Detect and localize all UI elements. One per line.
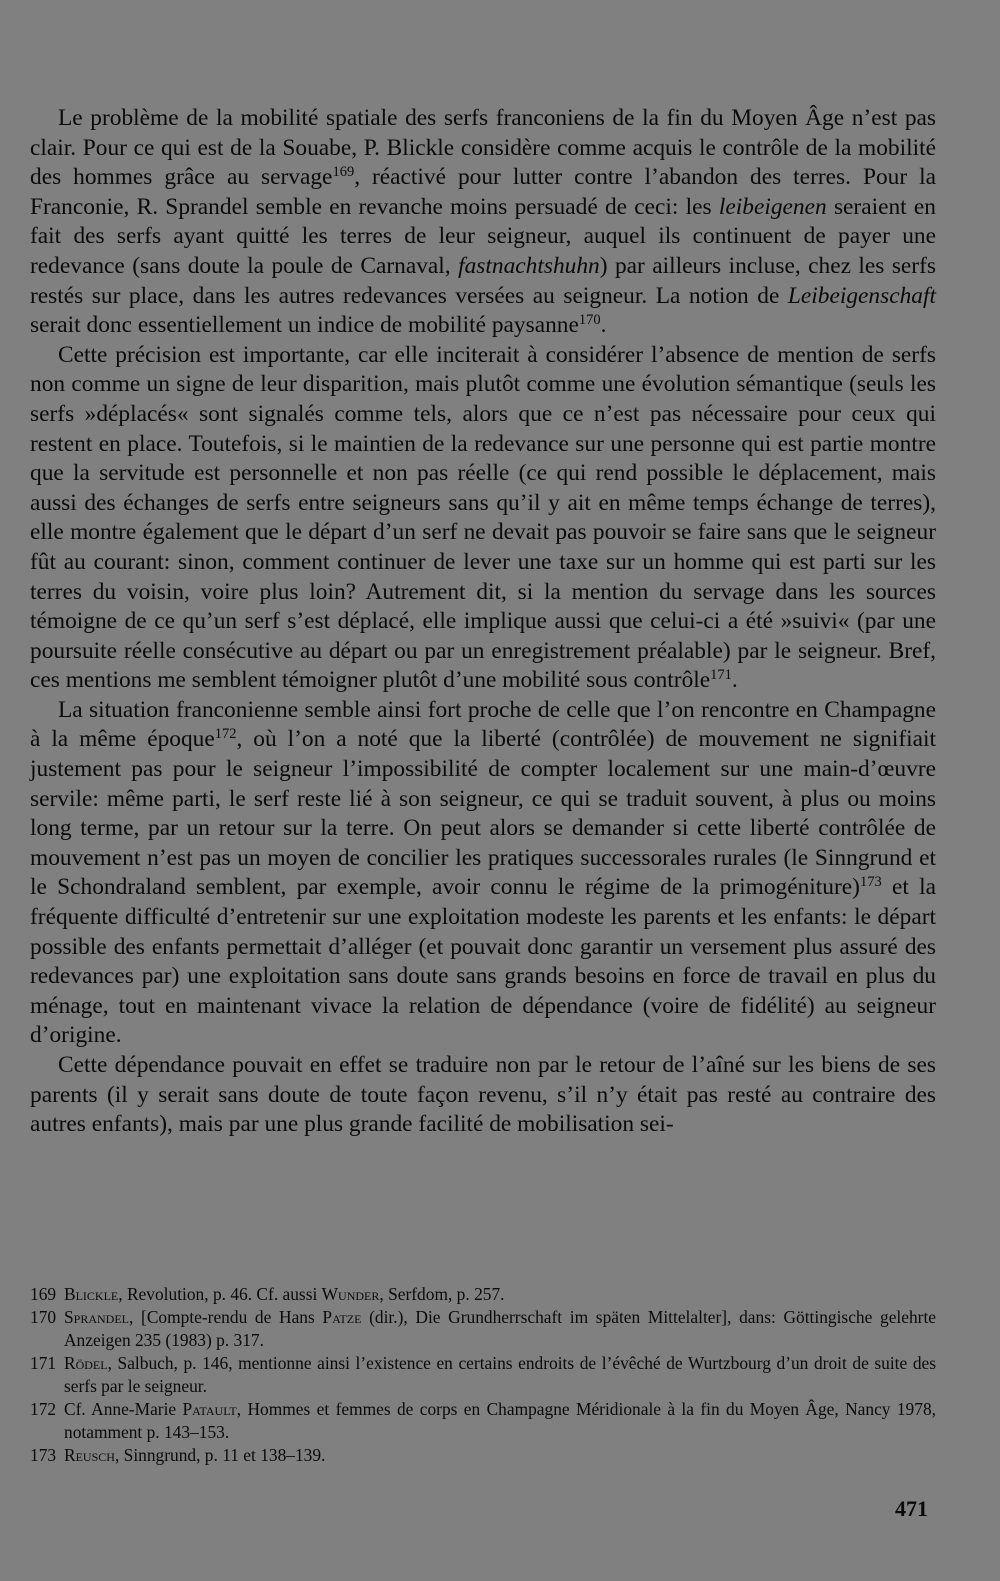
footnote-ref[interactable]: 169	[332, 164, 355, 181]
footnote-text: (dir.), Die Grundherrschaft im späten Mittelalter], dans: Göttingische gelehrte Anzeigen 235 (1983) p. 317.	[64, 1307, 936, 1350]
page-number: 471	[895, 1496, 928, 1521]
italic-term: Leibeigenschaft	[787, 282, 936, 309]
author-name: Reusch	[64, 1445, 115, 1465]
paragraph-2	[30, 341, 936, 696]
footnote-173	[30, 1444, 936, 1467]
footnote-ref[interactable]: 170	[578, 312, 601, 329]
text-run: et la fréquente difficulté d’entretenir sur une exploitation modeste les parents et les enfants: le départ possible des enfants permettait d’alléger (et pouvait donc garantir un versement plus assuré des redevances par) une exploitation sans doute sans grands besoins en force de travail en plus du ménage, tout en maintenant vivace la relation de dépendance (voire de fidélité) au seigneur d’origine.	[30, 874, 936, 1049]
author-name: Patze	[322, 1307, 362, 1327]
text-run: , réactivé pour lutter contre l’abandon des terres. Pour la Franconie, R. Sprandel semble en revanche moins persuadé de ceci: les	[30, 164, 936, 220]
paragraph-1	[30, 104, 936, 341]
author-name: Wunder	[321, 1284, 380, 1304]
text-run: Cette précision est importante, car elle inciterait à considérer l’absence de mention de serfs non comme un signe de leur disparition, mais plutôt comme une évolution sémantique (seuls les serfs »déplacés« sont signalés comme tels, alors que ce n’est pas nécessaire pour ceux qui restent en place. Toutefois, si le maintien de la redevance sur une personne qui est partie montre que la servitude est personnelle et non pas réelle (ce qui rend possible le déplacement, mais aussi des échanges de serfs entre seigneurs sans qu’il y ait en même temps échange de terres), elle montre également que le départ d’un serf ne devait pas pouvoir se faire sans que le seigneur fût au courant: sinon, comment continuer de lever une taxe sur un homme qui est parti sur les terres du voisin, voire plus loin? Autrement dit, si la mention du servage dans les sources témoigne de ce qu’un serf s’est déplacé, elle implique aussi que celui-ci a été »suivi« (par une poursuite réelle consécutive au départ ou par un enregistrement préalable) par le seigneur. Bref, ces mentions me semblent témoigner plutôt d’une mobilité sous contrôle	[30, 341, 936, 694]
author-name: Sprandel	[64, 1307, 130, 1327]
footnote-171	[30, 1352, 936, 1398]
footnote-text: Cf. Anne-Marie	[64, 1399, 183, 1419]
italic-term: fastnachtshuhn	[458, 252, 600, 279]
text-run: serait donc essentiellement un indice de mobilité paysanne	[30, 312, 579, 339]
main-text	[30, 104, 936, 1140]
footnote-text: , [Compte-rendu de Hans	[129, 1307, 323, 1327]
text-run: .	[731, 667, 738, 694]
footnote-170	[30, 1306, 936, 1352]
footnote-ref[interactable]: 173	[859, 874, 882, 891]
paragraph-3	[30, 696, 936, 1051]
italic-term: leibeigenen	[718, 193, 827, 220]
footnote-ref[interactable]: 172	[214, 726, 237, 743]
footnote-number: 171	[30, 1353, 57, 1373]
footnote-number: 170	[30, 1307, 57, 1327]
footnote-169	[30, 1283, 936, 1306]
text-run: Le problème de la mobilité spatiale des serfs franconiens de la fin du Moyen Âge n’est pas clair. Pour ce qui est de la Souabe, P. Blickle considère comme acquis le contrôle de la mobilité des hommes grâce au servage	[30, 105, 936, 191]
footnote-text: , Revolution, p. 46. Cf. aussi	[118, 1284, 322, 1304]
text-run: seraient en fait des serfs ayant quitté les terres de leur seigneur, auquel ils continuent de payer une redevance (sans doute la poule de Carnaval,	[30, 193, 936, 279]
footnote-text: , Salbuch, p. 146, mentionne ainsi l’existence en certains endroits de l’évêché de Wurtzbourg d’un droit de suite des serfs par le seigneur.	[64, 1353, 936, 1396]
footnote-number: 172	[30, 1399, 57, 1419]
author-name: Rödel	[64, 1353, 108, 1373]
footnote-text: , Sinngrund, p. 11 et 138–139.	[114, 1445, 326, 1465]
footnote-text: , Hommes et femmes de corps en Champagne Méridionale à la fin du Moyen Âge, Nancy 1978, notamment p. 143–153.	[64, 1399, 936, 1442]
text-run: ) par ailleurs incluse, chez les serfs restés sur place, dans les autres redevances versées au seigneur. La notion de	[30, 252, 936, 309]
footnote-172	[30, 1398, 936, 1444]
text-run: .	[600, 312, 607, 339]
footnote-number: 173	[30, 1445, 57, 1465]
author-name: Blickle	[64, 1284, 119, 1304]
paragraph-4: Cette dépendance pouvait en effet se traduire non par le retour de l’aîné sur les biens de ses parents (il y serait sans doute de toute façon revenu, s’il n’y était pas resté au contraire des autres enfants), mais par une plus grande facilité de mobilisation sei-	[30, 1052, 936, 1138]
footnotes	[30, 1283, 936, 1467]
footnote-number: 169	[30, 1284, 57, 1304]
author-name: Patault	[182, 1399, 237, 1419]
footnote-ref[interactable]: 171	[710, 667, 732, 684]
footnote-text: , Serfdom, p. 257.	[379, 1284, 505, 1304]
text-run: , où l’on a noté que la liberté (contrôlée) de mouvement ne signifiait justement pas pour le seigneur l’impossibilité de compter localement sur une main-d’œuvre servile: même parti, le serf reste lié à son seigneur, ce qui se traduit souvent, à plus ou moins long terme, par un retour sur la terre. On peut alors se demander si cette liberté contrôlée de mouvement n’est pas un moyen de concilier les pratiques successorales rurales (le Sinngrund et le Schondraland semblent, par exemple, avoir connu le régime de la primogéniture)	[30, 726, 936, 901]
text-run: La situation franconienne semble ainsi fort proche de celle que l’on rencontre en Champagne à la même époque	[30, 696, 936, 753]
